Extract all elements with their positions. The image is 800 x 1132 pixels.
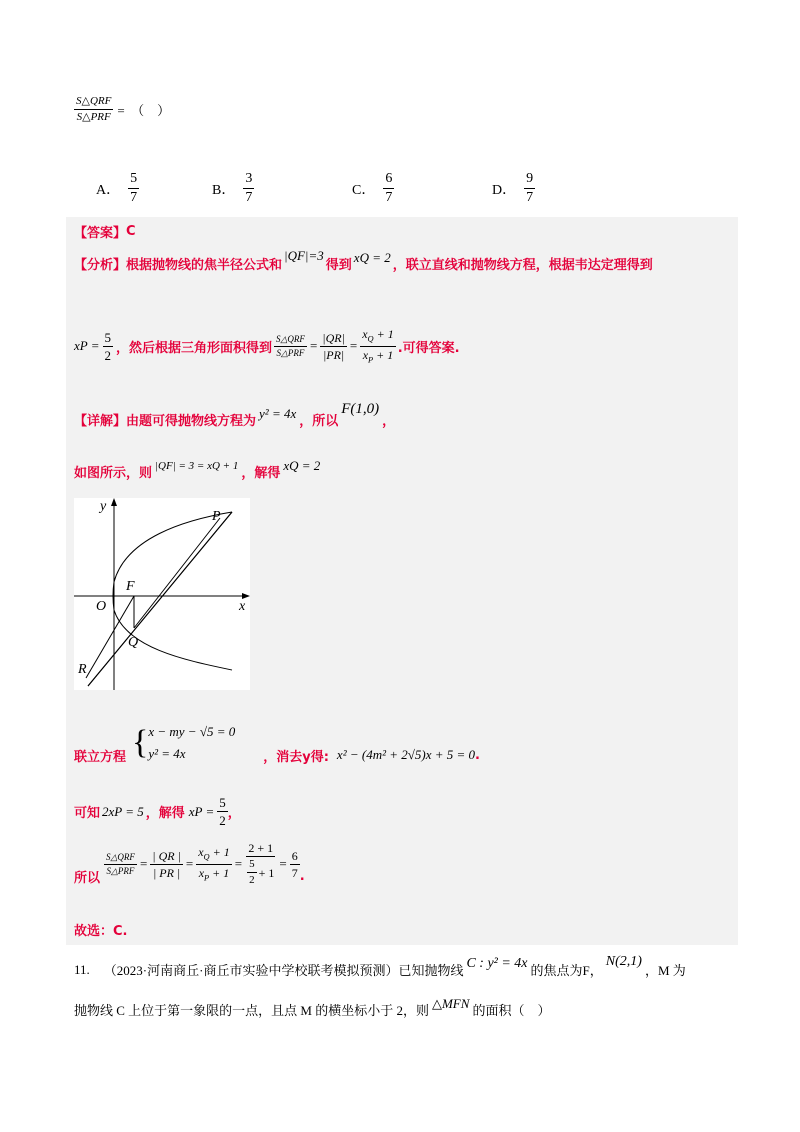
detail-line-2 (74, 457, 323, 481)
quadratic-equation: x² − (4m² + 2√5)x + 5 = 0 (336, 747, 476, 762)
triangle-label: △MFN (431, 995, 470, 1011)
point-n: N(2,1) (605, 953, 642, 969)
option-c[interactable] (352, 172, 394, 205)
analysis-tag: 【分析】 (74, 258, 127, 273)
area-ratio (74, 96, 113, 123)
detail-line-4 (74, 796, 241, 827)
question-11-line-1 (74, 953, 686, 979)
option-label: B． (212, 182, 236, 198)
conclusion-text: 故选：C. (74, 924, 128, 939)
detail-text: 可知 (74, 806, 101, 821)
detail-text: ，解得 (145, 806, 185, 821)
ratio-denominator: S△PRF (76, 111, 111, 123)
option-fraction: $\frac{6}{7}$ (385, 171, 393, 205)
option-d[interactable] (492, 172, 535, 205)
detail-text: 所以 (74, 870, 101, 886)
label-y: y (100, 499, 107, 514)
detail-text: 由题可得抛物线方程为 (126, 414, 257, 429)
detail-line-1 (74, 401, 396, 429)
answer-line (74, 222, 136, 241)
area-ratio-formula: $\frac{\text{S△QRF}}{\text{S△PRF}}$ = $\frac{|QR|}{|PR|}$ = $\frac{x_Q + 1}{x_P + 1}$ (276, 327, 394, 365)
answer-tag: 【答案】 (74, 226, 127, 241)
xp-fraction: $\frac{5}{2}$ (104, 329, 111, 363)
question-text: 抛物线 C 上位于第一象限的一点，且点 M 的横坐标小于 2，则 (74, 1003, 429, 1018)
qf-equation: |QF|=3 (284, 247, 324, 263)
detail-line-5 (74, 842, 305, 886)
parabola-equation: y² = 4x (259, 405, 297, 421)
sum-equation: 2xP = 5 (102, 803, 144, 819)
equation-system: { x − my − √5 = 0 y² = 4x (132, 724, 236, 761)
label-p: P (212, 509, 221, 524)
question-source-text: （2023·河南商丘·商丘市实验中学校联考模拟预测）已知抛物线 (103, 963, 464, 978)
qf-relation: |QF| = 3 = xQ + 1 (155, 459, 239, 472)
ratio-numerator: S△QRF (74, 96, 113, 110)
detail-text: 联立方程 (74, 749, 127, 765)
question-text: 的焦点为F， (530, 963, 603, 978)
final-computation: $\frac{\text{S△QRF}}{\text{S△PRF}}$ = $\frac{| QR |}{| PR |}$ = $\frac{x_Q + 1}{x_P + 1}$ = 2 + 1 $\frac{5}{2}$ + 1 = $\frac{6}{7}$ (106, 841, 298, 886)
label-f: F (126, 579, 135, 594)
detail-text: ， (227, 806, 241, 821)
parabola-figure (74, 498, 250, 690)
analysis-text: ，然后根据三角形面积得到 (116, 340, 273, 356)
focus-point: F(1,0) (341, 401, 380, 417)
detail-tag: 【详解】 (74, 414, 127, 429)
label-r: R (78, 662, 87, 677)
line-qp (134, 518, 220, 628)
xp-label: xP = (188, 803, 215, 819)
option-fraction: $\frac{9}{7}$ (526, 171, 534, 205)
period-mark: . (299, 868, 305, 884)
analysis-text: ，联立直线和抛物线方程，根据韦达定理得到 (392, 258, 653, 273)
analysis-text: .可得答案. (397, 340, 460, 356)
analysis-line-2 (74, 328, 460, 365)
detail-line-3 (74, 724, 480, 765)
detail-text: ，所以 (299, 414, 339, 429)
line-rf (86, 596, 134, 678)
analysis-line-1 (74, 247, 653, 273)
option-fraction: $\frac{5}{7}$ (130, 171, 138, 205)
label-x: x (239, 599, 246, 614)
question-text: 的面积（ ） (472, 1003, 551, 1018)
y-axis-arrow (111, 498, 117, 506)
analysis-text: 根据抛物线的焦半径公式和 (126, 258, 283, 273)
question-text: ，M 为 (644, 963, 686, 978)
analysis-text: 得到 (325, 258, 352, 273)
system-eq-2: y² = 4x (148, 746, 186, 761)
curve-equation: C : y² = 4x (466, 955, 528, 971)
detail-text: ，消去y得: (263, 749, 329, 765)
question-number: 11. (74, 961, 90, 977)
question-11-line-2 (74, 995, 551, 1019)
detail-text: ， (382, 414, 396, 429)
system-eq-1: x − my − √5 = 0 (148, 724, 236, 739)
detail-text: 如图所示，则 (74, 466, 153, 481)
conclusion-line (74, 920, 127, 939)
xq-solution: xQ = 2 (283, 457, 321, 473)
period-mark: . (475, 747, 480, 763)
label-o: O (96, 599, 107, 614)
answer-value: C (126, 224, 136, 239)
option-label: C． (352, 182, 376, 198)
xp-fraction: $\frac{5}{2}$ (219, 795, 226, 828)
option-label: A． (96, 182, 121, 198)
equals-paren: = （ ） (117, 103, 171, 118)
xp-label: xP = (74, 338, 100, 354)
option-b[interactable] (212, 172, 254, 205)
question-stem (74, 96, 170, 123)
parabola-diagram (74, 498, 250, 690)
option-label: D． (492, 182, 517, 198)
option-fraction: $\frac{3}{7}$ (245, 171, 253, 205)
option-a[interactable] (96, 172, 139, 205)
detail-text: ，解得 (241, 466, 281, 481)
label-q: Q (128, 635, 139, 650)
xq-equation: xQ = 2 (353, 249, 391, 265)
